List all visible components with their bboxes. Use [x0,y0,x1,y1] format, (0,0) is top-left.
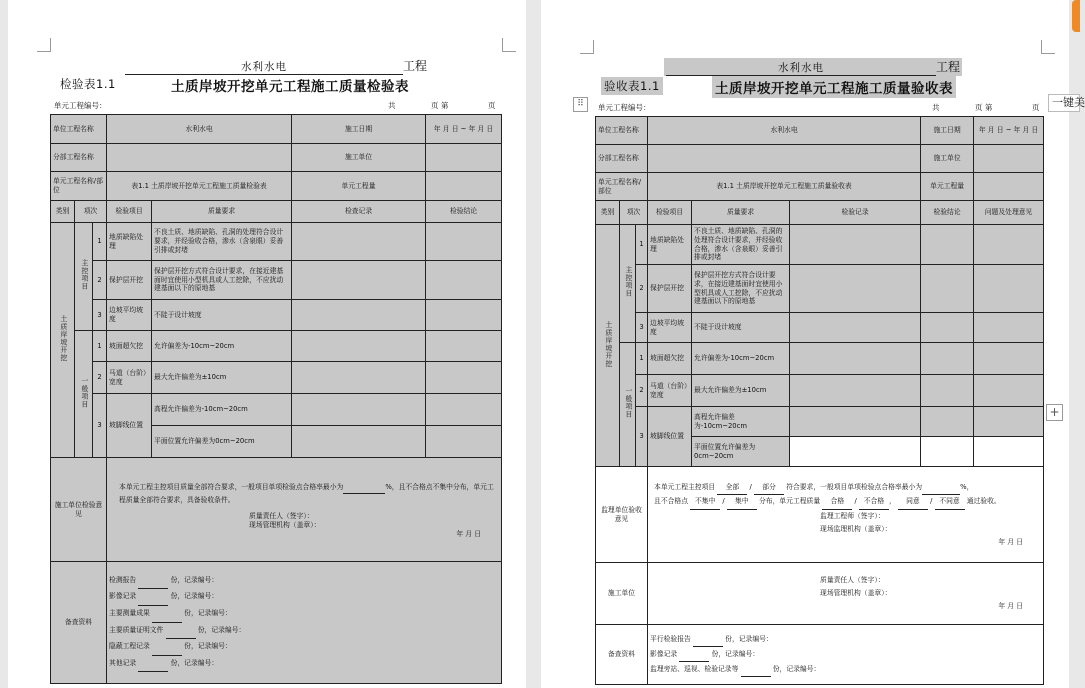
cell-label: 分部工程名称 [596,145,648,173]
item-record[interactable] [292,331,426,362]
accept-option-nc[interactable]: 不集中 [690,495,720,510]
blank[interactable] [138,656,168,673]
item-requirement: 允许偏差为-10cm~20cm [152,331,292,362]
item-number: 3 [93,300,107,331]
cell-value[interactable] [426,144,502,172]
main-group-cell [75,223,93,331]
item-number: 1 [636,225,648,265]
supervisor-signature-label: 监理工程师（签字）： [820,511,885,520]
backup-tail: 份，记录编号： [184,642,232,651]
unit-number-label: 单元工程编号： [54,101,107,110]
item-record[interactable] [292,300,426,331]
header-issue: 问题及处理意见 [974,201,1044,225]
opinion-date: 年 月 日 [456,529,482,538]
project-suffix: 工程 [403,59,428,73]
item-record[interactable] [790,343,921,375]
cell-value[interactable] [107,144,292,172]
accept-option-bad[interactable]: 不合格 [859,495,889,510]
blank[interactable] [741,662,771,677]
cell-value[interactable] [648,145,921,173]
header-number: 项次 [75,201,107,223]
cell-label: 单元工程量 [292,172,426,201]
accept-cell[interactable]: 本单元工程主控项目 全部 / 部分 符合要求，一般项目单项检验点合格率最小为 %， 且不合格点 不集中 / 集中 分布，单元工程质量 合格 / 不合格 ， 同意 / 不同意 通过验收。 监理工程师（签字）： 现场监理机构（盖章）： 年 月 日 [648,467,1044,563]
backup-label: 备查资料 [596,625,648,685]
project-name-line [125,57,427,75]
item-result[interactable] [426,261,502,300]
table-move-handle-icon[interactable]: ⠿ [573,97,588,112]
signature-label: 质量责任人（签字）： [249,511,314,520]
supervisor-stamp-label: 现场监理机构（盖章）： [820,524,892,533]
item-requirement: 平面位置允许偏差为0cm~20cm [152,426,292,458]
accept-text: 符合要求，一般项目单项检验点合格率最小为 [786,482,923,491]
item-requirement: 平面位置允许偏差为0cm~20cm [692,437,790,467]
backup-tail: 份，记录编号： [711,649,760,658]
item-record[interactable] [292,362,426,394]
opinion-label: 施工单位检验意见 [51,458,107,562]
cell-label: 单元工程名称/部位 [51,172,107,201]
inspection-table [50,114,502,684]
construction-label: 施工单位 [596,563,648,625]
cell-label: 施工单位 [921,145,974,173]
category-cell [51,223,75,458]
item-name: 保护层开挖 [648,265,692,313]
header-requirement: 质量要求 [692,201,790,225]
accept-text: 且不合格点 [654,497,689,506]
opinion-text2: %，且不合格点不集中分布，单元工程质量全部符合要求，具备验收条件。 [119,482,494,504]
item-issue[interactable] [974,343,1044,375]
cell-date[interactable]: 年 月 日 ~ 年 月 日 [974,117,1044,145]
construction-stamp-label: 现场管理机构（盖章）： [820,589,892,598]
accept-text: 本单元工程主控项目 [654,482,716,491]
unit-number-label: 单元工程编号： [598,103,651,112]
backup-item: 影像记录 [109,592,137,601]
general-group-label: 一般项目 [79,376,88,409]
item-name: 坡面超欠挖 [648,343,692,375]
item-requirement: 不良土质、地质缺陷、孔洞的处理符合设计要求，并经验收合格，渗水（含泉眼）妥善引排或封堵 [692,225,790,265]
header-category: 类别 [51,201,75,223]
item-requirement: 不陡于设计坡度 [152,300,292,331]
item-name: 边坡平均坡度 [107,300,152,331]
item-number: 3 [636,313,648,343]
item-record[interactable] [790,265,921,313]
header-requirement: 质量要求 [152,201,292,223]
construction-date: 年 月 日 [998,601,1024,610]
item-record[interactable] [790,375,921,407]
cell-label: 单位工程名称 [51,115,107,144]
item-record[interactable] [292,394,426,426]
construction-signature-label: 质量责任人（签字）： [820,576,885,585]
item-result[interactable] [921,265,974,313]
item-issue[interactable] [974,313,1044,343]
page-mid-label: 页 第 [431,101,449,110]
backup-tail: 份，记录编号： [170,575,219,584]
crop-mark [1041,40,1055,54]
accept-label: 监理单位验收意见 [596,467,648,563]
item-record[interactable] [790,407,921,437]
side-app-tab[interactable] [1072,0,1080,32]
item-name: 边坡平均坡度 [648,313,692,343]
blank[interactable] [152,606,182,623]
backup-item: 隐蔽工程记录 [109,642,150,651]
backup-cell [107,562,502,684]
accept-option-all[interactable]: 全部 [717,481,747,496]
cell-value[interactable] [426,172,502,201]
opinion-cell[interactable] [107,458,502,562]
item-number: 2 [93,362,107,394]
blank[interactable] [138,573,168,590]
item-record[interactable] [790,437,921,467]
document-page-left [8,0,526,688]
accept-option-agree[interactable]: 同意 [898,495,928,510]
form-title: 土质岸坡开挖单元工程施工质量检验表 [171,79,409,95]
accept-option-ok[interactable]: 合格 [822,495,852,510]
header-category: 类别 [596,201,620,225]
item-name: 坡脚线位置 [648,407,692,467]
backup-tail: 份，记录编号： [197,625,246,634]
backup-tail: 份，记录编号： [184,608,232,617]
add-row-plus-icon[interactable]: + [1046,404,1063,421]
project-name-line [664,58,962,76]
header-number: 项次 [620,201,648,225]
item-issue[interactable] [974,265,1044,313]
item-number: 2 [93,261,107,300]
item-name: 坡面超欠挖 [107,331,152,362]
item-name: 马道（台阶）宽度 [648,375,692,407]
cell-value[interactable]: 表1.1 土质岸坡开挖单元工程施工质量检验表 [107,172,292,201]
item-result[interactable] [426,300,502,331]
cell-label: 单位工程名称 [596,117,648,145]
backup-item: 主要质量证明文件 [109,625,164,634]
backup-tail: 份，记录编号： [725,634,773,643]
main-group-label: 主控项目 [79,259,88,291]
item-result[interactable] [426,223,502,261]
cell-label: 施工单位 [292,144,426,172]
category-label: 土质岸坡开挖 [603,320,612,368]
page-total-label: 共 [932,103,940,112]
unit-number-row [598,102,1046,113]
item-requirement: 保护层开挖方式符合设计要求，在接近建基面时宜使用小型机具或人工挖除，不应扰动建基面以下的原地基 [692,265,790,313]
cell-label: 施工日期 [292,115,426,144]
item-number: 2 [636,375,648,407]
cell-value[interactable] [974,145,1044,173]
blank[interactable] [152,639,182,656]
accept-text: %， [960,482,974,491]
item-name: 坡脚线位置 [107,394,152,458]
item-requirement: 高程允许偏差为-10cm~20cm [152,394,292,426]
item-result[interactable] [921,225,974,265]
cell-label: 单元工程名称/部位 [596,173,648,201]
pass-rate-blank[interactable] [922,481,960,496]
unit-number-row [54,100,502,111]
item-result[interactable] [426,362,502,394]
backup-cell [648,625,1044,685]
item-number: 1 [93,331,107,362]
item-number: 1 [636,343,648,375]
form-number: 验收表1.1 [601,77,663,95]
item-result[interactable] [921,437,974,467]
cell-date[interactable]: 年 月 日 ~ 年 月 日 [426,115,502,144]
item-number: 1 [93,223,107,261]
header-record: 检查记录 [292,201,426,223]
one-key-beautify-button[interactable]: 一键美 [1048,94,1080,112]
cell-label: 分部工程名称 [51,144,107,172]
backup-tail: 份，记录编号： [170,658,219,667]
backup-item: 检测报告 [109,575,137,584]
accept-text: 分布，单元工程质量 [758,497,821,506]
header-item: 检验项目 [107,201,152,223]
item-issue[interactable] [974,375,1044,407]
cell-value[interactable]: 水利水电 [107,115,292,144]
item-issue[interactable] [974,437,1044,467]
crop-mark [580,40,594,54]
header-result: 检验结论 [426,201,502,223]
cell-label: 单元工程量 [921,173,974,201]
category-cell [596,225,620,467]
accept-date: 年 月 日 [998,537,1024,546]
main-group-label: 主控项目 [623,266,632,298]
item-result[interactable] [921,375,974,407]
blank[interactable] [138,589,168,606]
item-record[interactable] [292,223,426,261]
accept-option-part[interactable]: 部分 [754,481,784,496]
form-number: 检验表1.1 [60,77,116,91]
item-name: 地质缺陷处理 [648,225,692,265]
item-record[interactable] [292,426,426,458]
item-requirement: 允许偏差为-10cm~20cm [692,343,790,375]
backup-item: 主要测量成果 [109,608,150,617]
item-result[interactable] [921,407,974,437]
accept-option-c[interactable]: 集中 [727,495,757,510]
backup-tail: 份，记录编号： [170,592,219,601]
item-issue[interactable] [974,225,1044,265]
item-result[interactable] [921,343,974,375]
item-name: 保护层开挖 [107,261,152,300]
backup-tail: 份，记录编号： [772,665,821,674]
header-result: 检验结论 [921,201,974,225]
form-title: 土质岸坡开挖单元工程施工质量验收表 [712,76,956,98]
opinion-text: 本单元工程主控项目质量全部符合要求，一般项目单项检验点合格率最小为 [119,482,344,491]
page-end-label: 页 [488,101,496,110]
cell-value[interactable]: 水利水电 [648,117,921,145]
accept-option-disagree[interactable]: 不同意 [935,495,965,510]
accept-text: 通过验收。 [966,497,1001,506]
header-item: 检验项目 [648,201,692,225]
item-record[interactable] [292,261,426,300]
general-group-label: 一般项目 [623,387,632,419]
project-name: 水利水电 [666,60,936,76]
page-total-label: 共 [388,101,396,110]
page-gap [526,0,541,688]
acceptance-table [595,116,1044,685]
stamp-label: 现场管理机构（盖章）： [249,520,321,529]
crop-mark [37,38,51,52]
item-result[interactable] [426,394,502,426]
backup-item: 影像记录 [650,649,678,658]
item-result[interactable] [426,331,502,362]
pass-rate-blank[interactable] [343,481,385,494]
backup-item: 监理旁站、巡视、检验记录等 [650,665,739,674]
cell-value[interactable] [974,173,1044,201]
item-record[interactable] [790,313,921,343]
item-requirement: 最大允许偏差为±10cm [152,362,292,394]
project-suffix: 工程 [936,60,961,74]
backup-item: 平行检验报告 [650,634,691,643]
item-record[interactable] [790,225,921,265]
item-issue[interactable] [974,407,1044,437]
blank[interactable] [693,632,723,647]
backup-item: 其他记录 [109,658,137,667]
item-requirement: 保护层开挖方式符合设计要求，在接近建基面时宜使用小型机具或人工挖除，不应扰动建基面以下的原地基 [152,261,292,300]
project-name: 水利水电 [125,59,403,75]
category-label: 土质岸坡开挖 [58,315,67,362]
item-name: 马道（台阶）宽度 [107,362,152,394]
item-number: 3 [93,394,107,458]
item-name: 地质缺陷处理 [107,223,152,261]
cell-label: 施工日期 [921,117,974,145]
general-group-cell [75,331,93,458]
item-requirement: 不良土质、地质缺陷、孔洞的处理符合设计要求，并经验收合格，渗水（含泉眼）妥善引排或封堵 [152,223,292,261]
item-requirement: 不陡于设计坡度 [692,313,790,343]
item-requirement: 高程允许偏差为-10cm~20cm [692,407,790,437]
item-number: 3 [636,407,648,467]
page-end-label: 页 [1032,103,1040,112]
item-result[interactable] [921,313,974,343]
general-group-cell [620,343,636,467]
blank[interactable] [166,623,196,640]
header-record: 检验记录 [790,201,921,225]
blank[interactable] [679,647,709,662]
item-number: 2 [636,265,648,313]
item-result[interactable] [426,426,502,458]
crop-mark [502,38,516,52]
construction-cell[interactable] [648,563,1044,625]
backup-label: 备查资料 [51,562,107,684]
main-group-cell [620,225,636,343]
page-mid-label: 页 第 [975,103,993,112]
cell-value[interactable]: 表1.1 土质岸坡开挖单元工程施工质量验收表 [648,173,921,201]
item-requirement: 最大允许偏差为±10cm [692,375,790,407]
document-page-right [541,0,1069,688]
